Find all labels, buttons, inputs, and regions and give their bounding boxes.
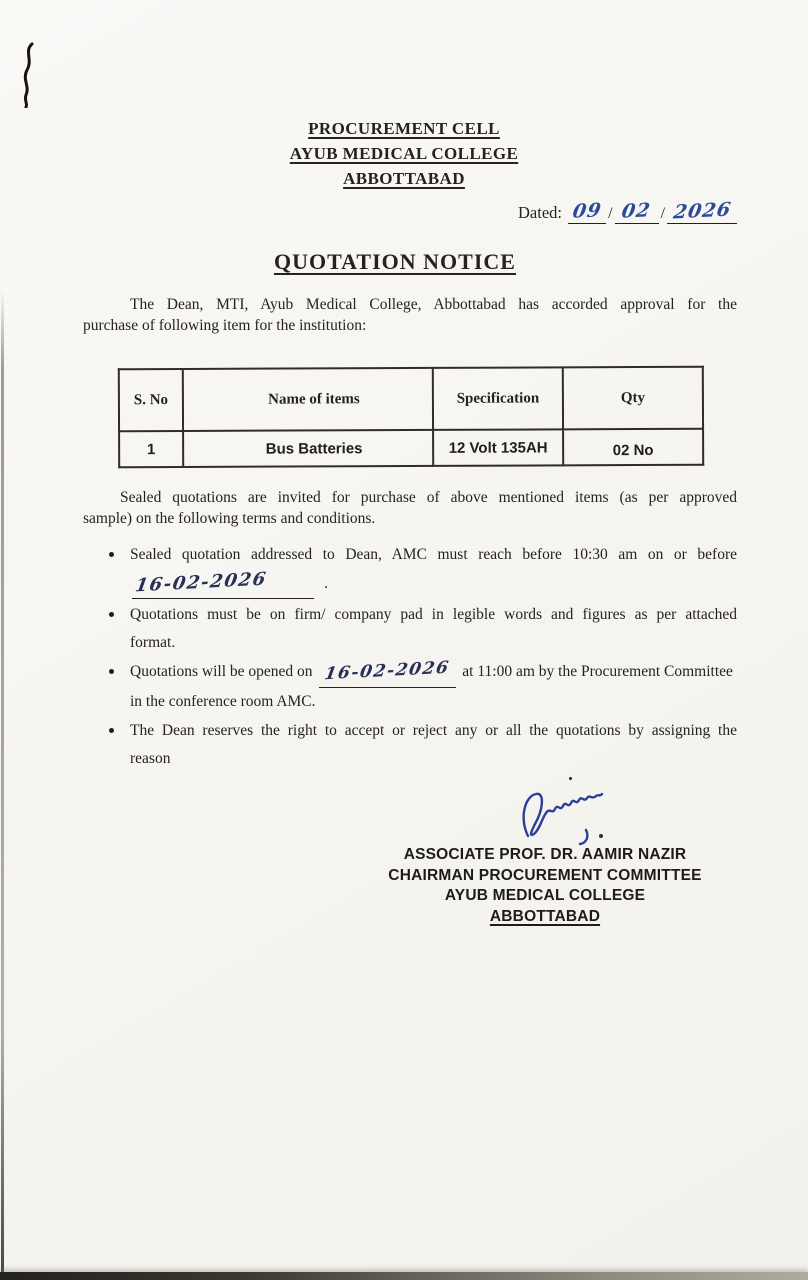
handwritten-year: 2026 (671, 198, 733, 224)
bullet-3-line-1 (130, 657, 733, 685)
bullet-2-line-1: Quotations must be on firm/ company pad in legible words and figures as per attached (130, 606, 737, 623)
terms-bullet-list (106, 541, 737, 774)
cell-sno: 1 (119, 431, 183, 467)
dated-label: Dated: (518, 203, 562, 222)
bullet-1-period: . (324, 574, 329, 592)
bullet-1-text: Sealed quotation addressed to Dean, AMC must reach before 10:30 am on or before (130, 546, 737, 563)
bullet-3-after-date: at 11:00 am by the Procurement Committee (462, 663, 733, 680)
bullet-2-line-2: format. (130, 633, 176, 651)
letterhead-line-1: PROCUREMENT CELL (308, 119, 500, 138)
letterhead-line-2: AYUB MEDICAL COLLEGE (289, 144, 519, 163)
handwritten-date-1: 16-02-2026 (133, 568, 269, 596)
signatory-title: CHAIRMAN PROCUREMENT COMMITTEE (388, 866, 702, 884)
ink-scribble-mark (18, 42, 42, 108)
bullet-3-line-2: in the conference room AMC. (130, 692, 316, 710)
ink-dot (599, 834, 603, 838)
terms-paragraph (83, 487, 737, 529)
notice-title (0, 249, 790, 275)
signatory-city: ABBOTTABAD (489, 907, 601, 925)
intro-line-1: The Dean, MTI, Ayub Medical College, Abbottabad has accorded approval for the (130, 296, 737, 313)
date-separator: / (608, 205, 613, 222)
bullet-item-3 (106, 658, 737, 715)
bullet-3-before-date: Quotations will be opened on (130, 663, 313, 680)
signatory-name: ASSOCIATE PROF. DR. AAMIR NAZIR (403, 846, 687, 863)
signatory-organization: AYUB MEDICAL COLLEGE (444, 887, 646, 904)
bullet-item-4 (106, 717, 737, 772)
cell-item-name: Bus Batteries (183, 430, 433, 467)
letterhead-line-3: ABBOTTABAD (343, 169, 465, 188)
signature (516, 786, 620, 848)
bullet-item-1 (106, 541, 737, 599)
bullet-4-line-2: reason (130, 749, 171, 767)
intro-line-2: purchase of following item for the institution: (83, 317, 367, 334)
bullet-1-date-underline (132, 569, 314, 600)
intro-paragraph (83, 294, 737, 336)
dated-month-underline (615, 201, 659, 224)
header-name-of-items: Name of items (183, 368, 433, 431)
notice-title-text: QUOTATION NOTICE (274, 249, 516, 274)
handwritten-date-2: 16-02-2026 (322, 657, 451, 685)
bullet-item-2 (106, 601, 737, 656)
date-separator: / (660, 205, 666, 222)
terms-line-1: Sealed quotations are invited for purchase of above mentioned items (as per approved (120, 489, 737, 506)
signature-stroke (524, 794, 602, 836)
handwritten-month: 02 (620, 199, 653, 223)
table-row (119, 429, 703, 468)
signature-tail-stroke (580, 830, 587, 844)
dated-year-underline (667, 198, 737, 224)
cell-qty: 02 No (563, 429, 703, 466)
letterhead (0, 116, 808, 191)
ink-dot (569, 777, 572, 780)
cell-specification: 12 Volt 135AH (433, 429, 563, 466)
dated-row (518, 198, 739, 224)
header-qty: Qty (563, 367, 703, 430)
items-table (118, 366, 704, 469)
header-sno: S. No (119, 369, 183, 431)
terms-line-2: sample) on the following terms and conditions. (83, 510, 376, 527)
table-header-row (119, 367, 703, 432)
header-specification: Specification (433, 367, 563, 430)
bottom-scan-edge (0, 1272, 808, 1280)
bullet-3-date-underline (319, 658, 457, 688)
signature-block (385, 845, 705, 927)
dated-day-underline (568, 201, 606, 224)
left-scan-edge (1, 290, 4, 1280)
handwritten-day: 09 (570, 199, 604, 223)
items-table-wrap (118, 366, 704, 469)
bullet-4-line-1: The Dean reserves the right to accept or reject any or all the quotations by assigning the (130, 722, 737, 739)
